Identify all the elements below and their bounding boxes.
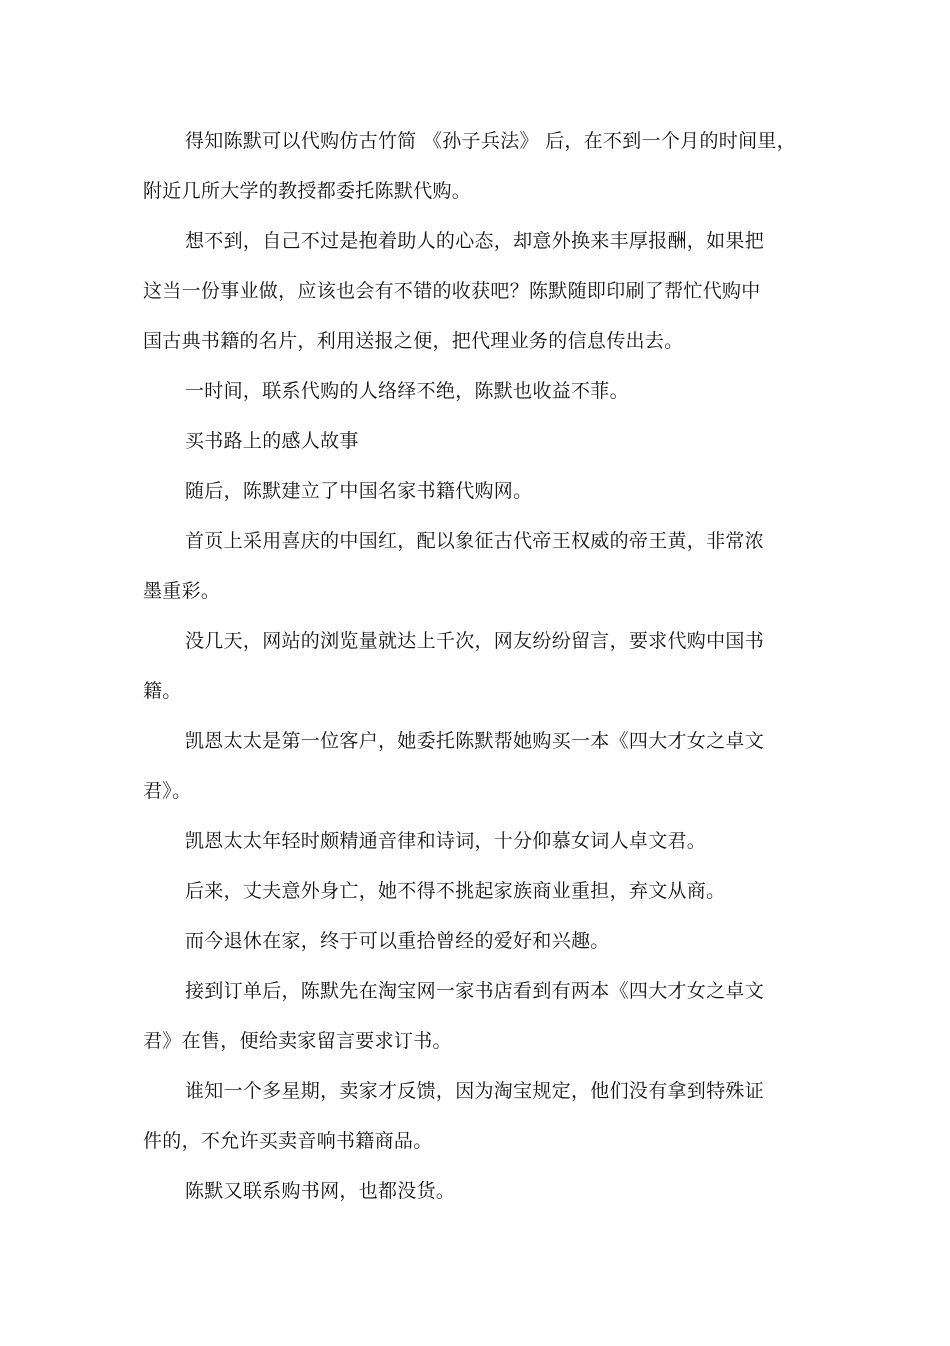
text-line: 国古典书籍的名片，利用送报之便，把代理业务的信息传出去。 — [143, 330, 684, 352]
text-line: 附近几所大学的教授都委托陈默代购。 — [143, 180, 472, 202]
text-line: 得知陈默可以代购仿古竹简 《孙子兵法》 后，在不到一个月的时间里， — [185, 130, 796, 152]
text-line: 随后，陈默建立了中国名家书籍代购网。 — [185, 480, 533, 502]
text-line: 没几天，网站的浏览量就达上千次，网友纷纷留言，要求代购中国书 — [185, 630, 765, 652]
text-line: 君》在售，便给卖家留言要求订书。 — [143, 1030, 452, 1052]
text-line: 一时间，联系代购的人络绎不绝，陈默也收益不菲。 — [185, 380, 629, 402]
text-line: 这当一份事业做，应该也会有不错的收获吧？陈默随即印刷了帮忙代购中 — [143, 280, 761, 302]
text-line: 件的，不允许买卖音响书籍商品。 — [143, 1130, 433, 1152]
text-line: 君》。 — [143, 780, 192, 802]
text-line: 首页上采用喜庆的中国红，配以象征古代帝王权威的帝王黄，非常浓 — [185, 530, 765, 552]
section-heading: 买书路上的感人故事 — [185, 430, 359, 452]
text-line: 想不到，自己不过是抱着助人的心态，却意外换来丰厚报酬，如果把 — [185, 230, 765, 252]
text-line: 谁知一个多星期，卖家才反馈，因为淘宝规定，他们没有拿到特殊证 — [185, 1080, 765, 1102]
text-line: 陈默又联系购书网，也都没货。 — [185, 1180, 456, 1202]
text-line: 后来，丈夫意外身亡，她不得不挑起家族商业重担，弃文从商。 — [185, 880, 726, 902]
text-line: 而今退休在家，终于可以重拾曾经的爱好和兴趣。 — [185, 930, 610, 952]
text-line: 墨重彩。 — [143, 580, 221, 602]
text-line: 接到订单后，陈默先在淘宝网一家书店看到有两本《四大才女之卓文 — [185, 980, 765, 1002]
text-line: 凯恩太太是第一位客户，她委托陈默帮她购买一本《四大才女之卓文 — [185, 730, 765, 752]
text-line: 凯恩太太年轻时颇精通音律和诗词，十分仰慕女词人卓文君。 — [185, 830, 707, 852]
text-line: 籍。 — [143, 680, 182, 702]
